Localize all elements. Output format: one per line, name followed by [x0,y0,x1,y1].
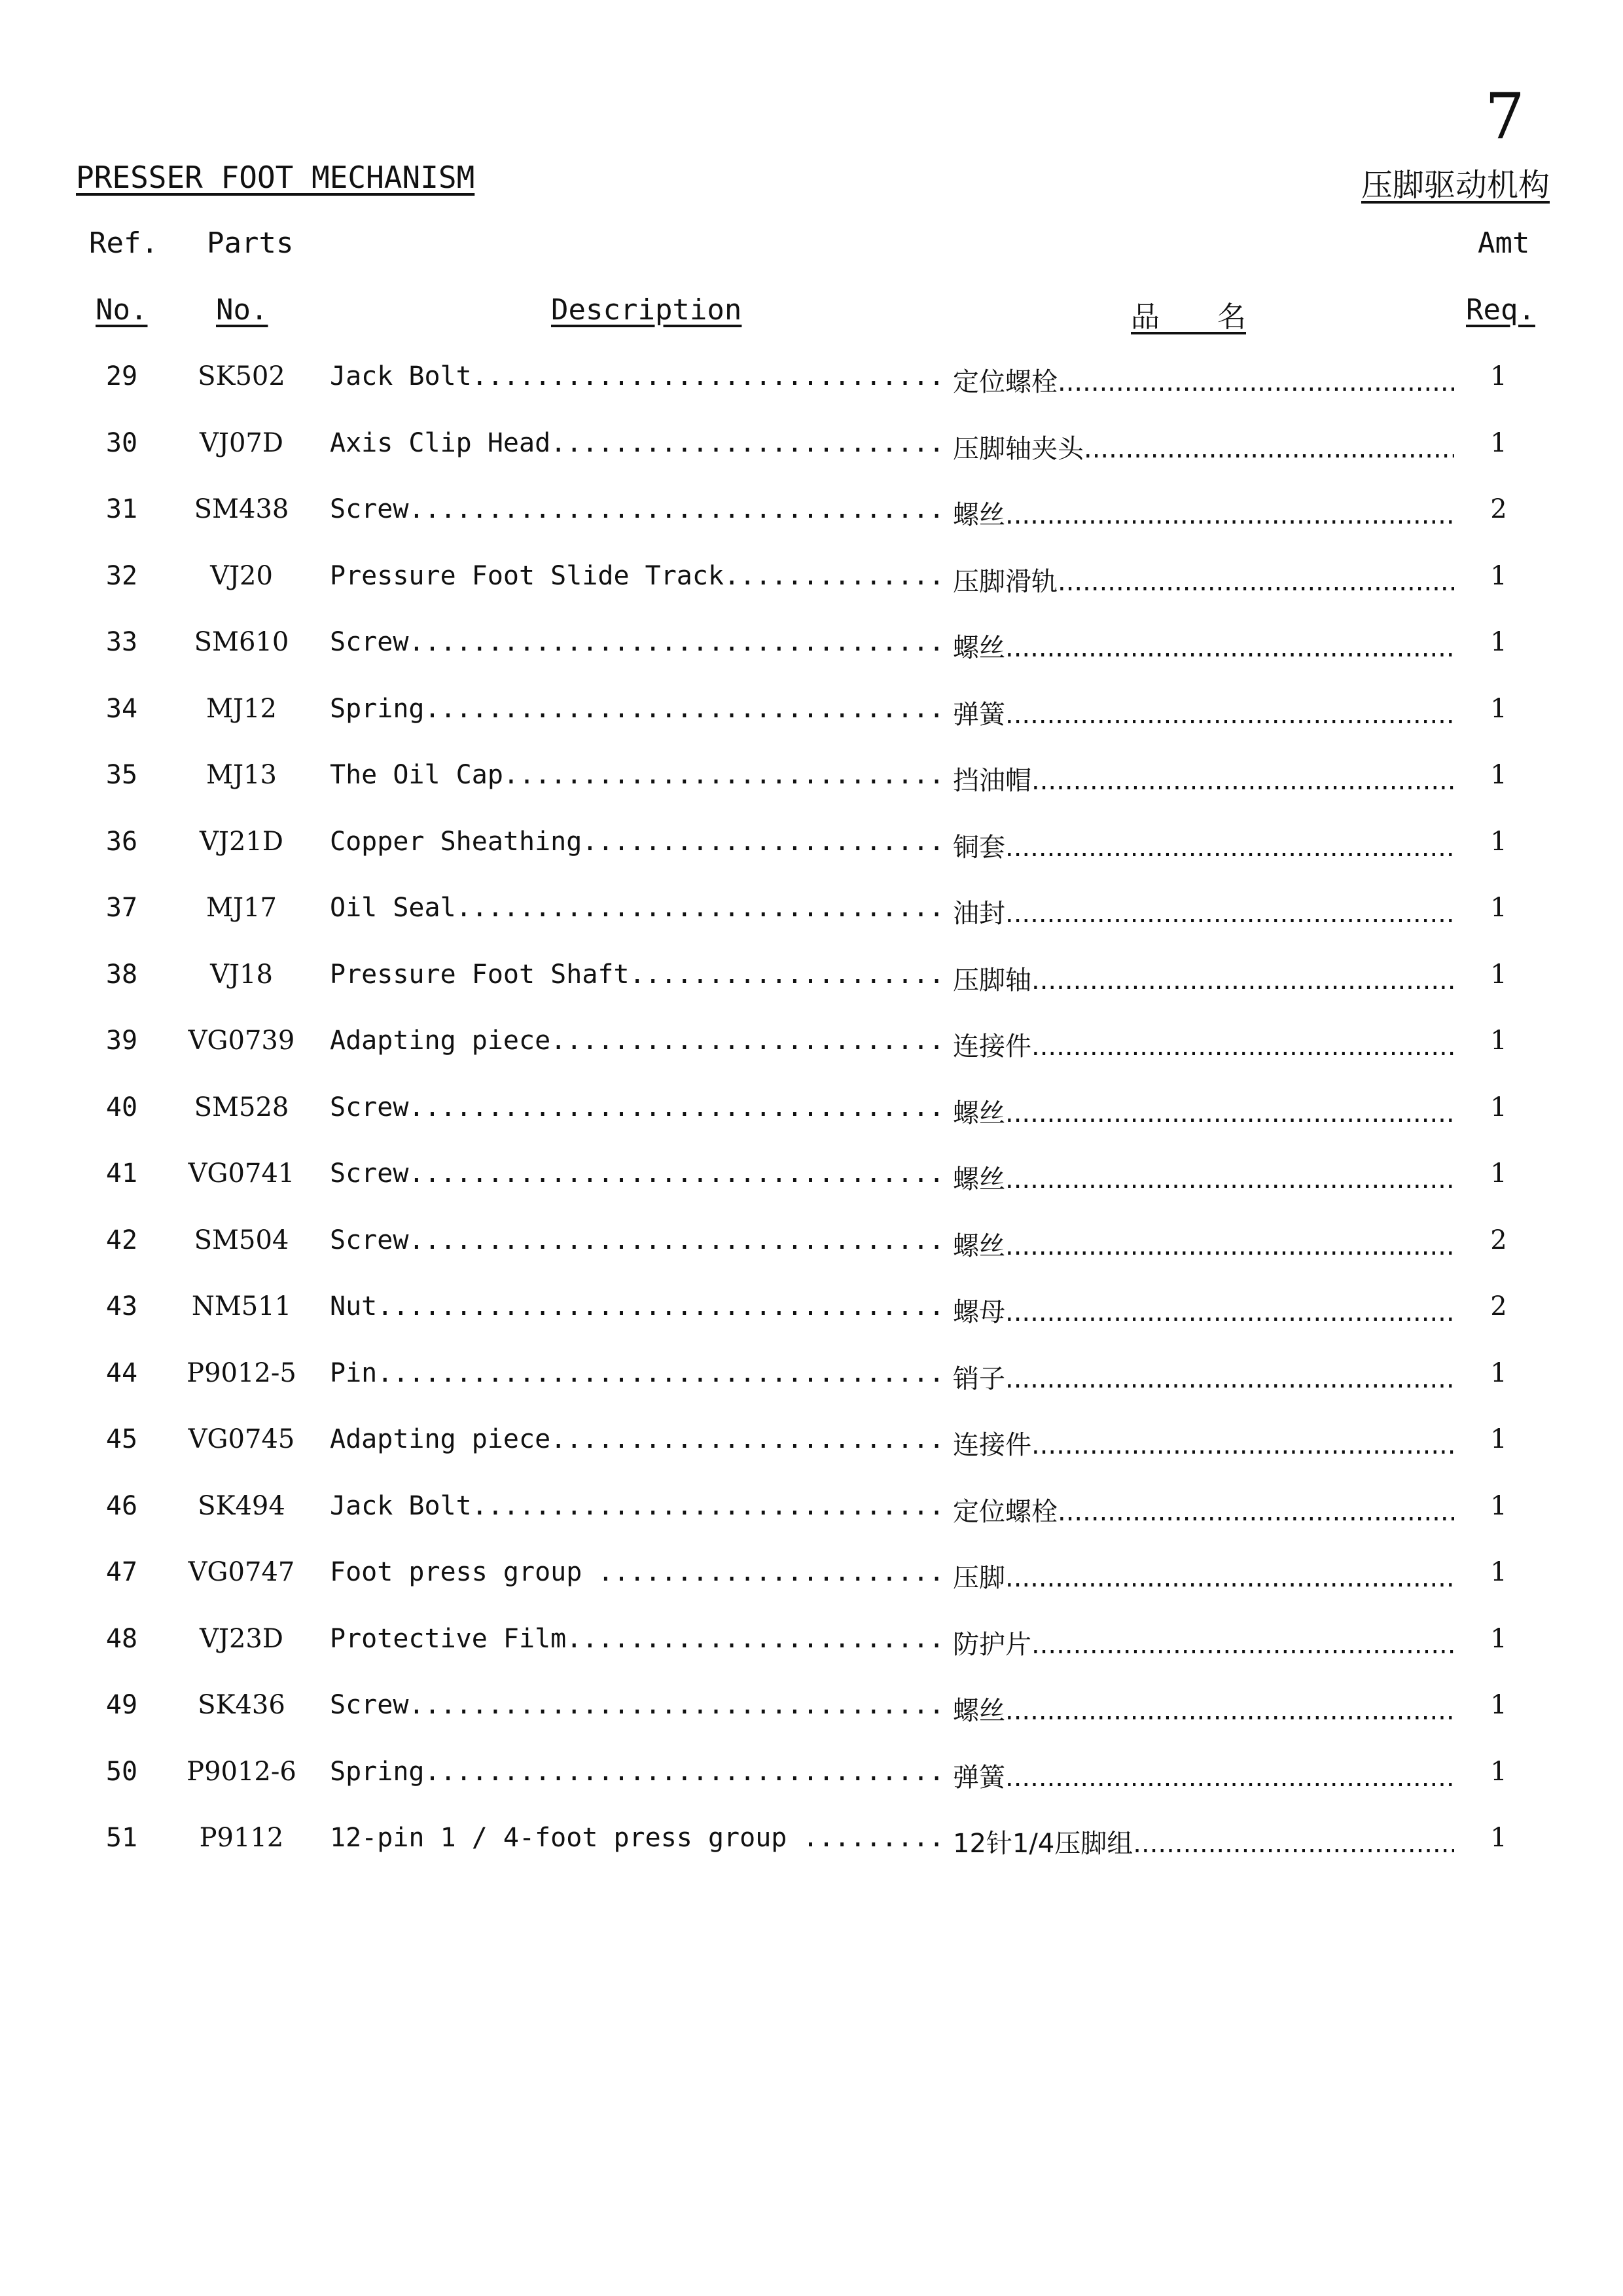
amount: 1 [1490,693,1507,724]
table-row [0,1026,1623,1092]
ref-number: 49 [105,1690,138,1720]
amount: 1 [1490,427,1507,458]
description: Screw ..... [330,627,949,657]
amount: 1 [1490,1357,1507,1388]
ref-number: 32 [105,560,138,591]
description: Spring ..... [330,694,949,724]
amount: 1 [1490,1424,1507,1454]
ref-number: 39 [105,1026,138,1056]
page-title-en: PRESSER FOOT MECHANISM [76,160,475,195]
table-row [0,1557,1623,1624]
description: Copper Sheathing ..... [330,827,949,857]
name-zh: 压脚 ..... [953,1557,1454,1594]
parts-list [0,361,1623,1890]
ref-number: 37 [105,893,138,923]
ref-number: 29 [105,361,138,391]
description: Foot press group ..... [330,1557,949,1587]
description: Screw ..... [330,1092,949,1122]
amount: 1 [1490,1623,1507,1654]
table-row [0,1424,1623,1491]
table-row [0,494,1623,561]
table-row [0,1757,1623,1823]
part-number: MJ12 [206,693,277,724]
ref-number: 36 [105,826,138,857]
description: Screw ..... [330,1690,949,1720]
name-zh: 定位螺栓 ..... [953,1491,1454,1528]
name-zh: 螺丝 ..... [953,1158,1454,1196]
name-zh: 12针1/4压脚组 ..... [953,1823,1454,1860]
table-row [0,1358,1623,1425]
name-zh: 油封 ..... [953,893,1454,930]
header-amt-top: Amt [1478,226,1530,260]
amount: 1 [1490,1690,1507,1720]
part-number: SM610 [194,627,289,657]
ref-number: 35 [105,760,138,790]
amount: 1 [1490,560,1507,591]
table-row [0,694,1623,761]
part-number: SK436 [198,1690,285,1720]
part-number: VG0745 [188,1424,295,1454]
amount: 1 [1490,1158,1507,1189]
description: The Oil Cap ..... [330,760,949,790]
name-zh: 螺丝 ..... [953,627,1454,664]
part-number: SM528 [194,1092,289,1122]
part-number: MJ13 [206,760,277,790]
description: Jack Bolt ..... [330,361,949,391]
part-number: SK502 [198,361,285,391]
header-ref-top: Ref. [89,226,158,260]
part-number: VG0741 [188,1158,295,1189]
ref-number: 45 [105,1424,138,1454]
part-number: VG0747 [188,1557,295,1587]
ref-number: 43 [105,1291,138,1321]
ref-number: 41 [105,1158,138,1189]
description: Protective Film ..... [330,1624,949,1654]
amount: 1 [1490,627,1507,657]
table-row [0,361,1623,428]
amount: 1 [1490,1823,1507,1853]
page-number: 7 [1484,80,1525,153]
header-description: Description [551,293,742,327]
part-number: VJ23D [200,1623,283,1654]
table-row [0,960,1623,1026]
amount: 1 [1490,361,1507,391]
table-row [0,1225,1623,1292]
part-number: P9112 [199,1823,284,1853]
name-zh: 铜套 ..... [953,827,1454,864]
amount: 1 [1490,1490,1507,1521]
name-zh: 压脚轴 ..... [953,960,1454,997]
part-number: P9012-6 [187,1756,296,1787]
name-zh: 螺丝 ..... [953,1092,1454,1130]
ref-number: 50 [105,1756,138,1787]
table-row [0,827,1623,893]
name-zh: 压脚滑轨 ..... [953,561,1454,598]
part-number: SM504 [194,1225,289,1255]
ref-number: 51 [105,1823,138,1853]
table-row [0,1823,1623,1890]
name-zh: 定位螺栓 ..... [953,361,1454,399]
name-zh: 压脚轴夹头 ..... [953,428,1454,465]
name-zh: 连接件 ..... [953,1026,1454,1063]
part-number: SK494 [198,1490,285,1521]
name-zh: 弹簧 ..... [953,1757,1454,1794]
table-row [0,1158,1623,1225]
part-number: NM511 [191,1291,292,1321]
description: Pressure Foot Shaft ..... [330,960,949,990]
name-zh: 弹簧 ..... [953,694,1454,731]
ref-number: 34 [105,693,138,724]
part-number: MJ17 [206,893,277,923]
description: Axis Clip Head ..... [330,428,949,458]
table-row [0,1491,1623,1558]
part-number: VJ21D [200,826,283,857]
ref-number: 48 [105,1623,138,1654]
table-row [0,1690,1623,1757]
header-req: Req. [1466,293,1535,327]
amount: 1 [1490,959,1507,990]
description: Pin ..... [330,1358,949,1388]
ref-number: 30 [105,427,138,458]
name-zh: 销子 ..... [953,1358,1454,1395]
ref-number: 44 [105,1357,138,1388]
table-row [0,1291,1623,1358]
table-row [0,1092,1623,1159]
amount: 2 [1490,494,1507,524]
description: Adapting piece ..... [330,1026,949,1056]
header-parts-top: Parts [207,226,294,260]
description: Oil Seal ..... [330,893,949,923]
description: 12-pin 1 / 4-foot press group ..... [330,1823,949,1853]
amount: 1 [1490,1092,1507,1122]
part-number: VJ18 [210,959,273,990]
amount: 1 [1490,1557,1507,1587]
part-number: P9012-5 [187,1357,296,1388]
name-zh: 螺丝 ..... [953,1225,1454,1263]
amount: 2 [1490,1225,1507,1255]
table-row [0,760,1623,827]
ref-number: 46 [105,1490,138,1521]
ref-number: 33 [105,627,138,657]
amount: 1 [1490,1026,1507,1056]
description: Screw ..... [330,1158,949,1189]
description: Screw ..... [330,494,949,524]
header-ref-no: No. [96,293,148,327]
table-row [0,893,1623,960]
table-row [0,1624,1623,1691]
table-row [0,428,1623,495]
ref-number: 31 [105,494,138,524]
description: Nut ..... [330,1291,949,1321]
amount: 1 [1490,760,1507,790]
ref-number: 38 [105,959,138,990]
table-row [0,627,1623,694]
table-row [0,561,1623,628]
page-title-zh: 压脚驱动机构 [1361,167,1550,204]
description: Jack Bolt ..... [330,1491,949,1521]
part-number: VJ07D [200,427,283,458]
amount: 1 [1490,826,1507,857]
description: Pressure Foot Slide Track ..... [330,561,949,591]
name-zh: 连接件 ..... [953,1424,1454,1462]
name-zh: 挡油帽 ..... [953,760,1454,797]
name-zh: 防护片 ..... [953,1624,1454,1661]
amount: 1 [1490,893,1507,923]
name-zh: 螺丝 ..... [953,1690,1454,1727]
description: Spring ..... [330,1757,949,1787]
header-name-zh: 品 名 [1131,300,1246,334]
header-parts-no: No. [216,293,268,327]
description: Screw ..... [330,1225,949,1255]
name-zh: 螺母 ..... [953,1291,1454,1329]
ref-number: 42 [105,1225,138,1255]
part-number: VG0739 [188,1026,295,1056]
description: Adapting piece ..... [330,1424,949,1454]
amount: 1 [1490,1756,1507,1787]
name-zh: 螺丝 ..... [953,494,1454,531]
ref-number: 47 [105,1557,138,1587]
part-number: VJ20 [210,560,273,591]
part-number: SM438 [194,494,289,524]
amount: 2 [1490,1291,1507,1321]
ref-number: 40 [105,1092,138,1122]
